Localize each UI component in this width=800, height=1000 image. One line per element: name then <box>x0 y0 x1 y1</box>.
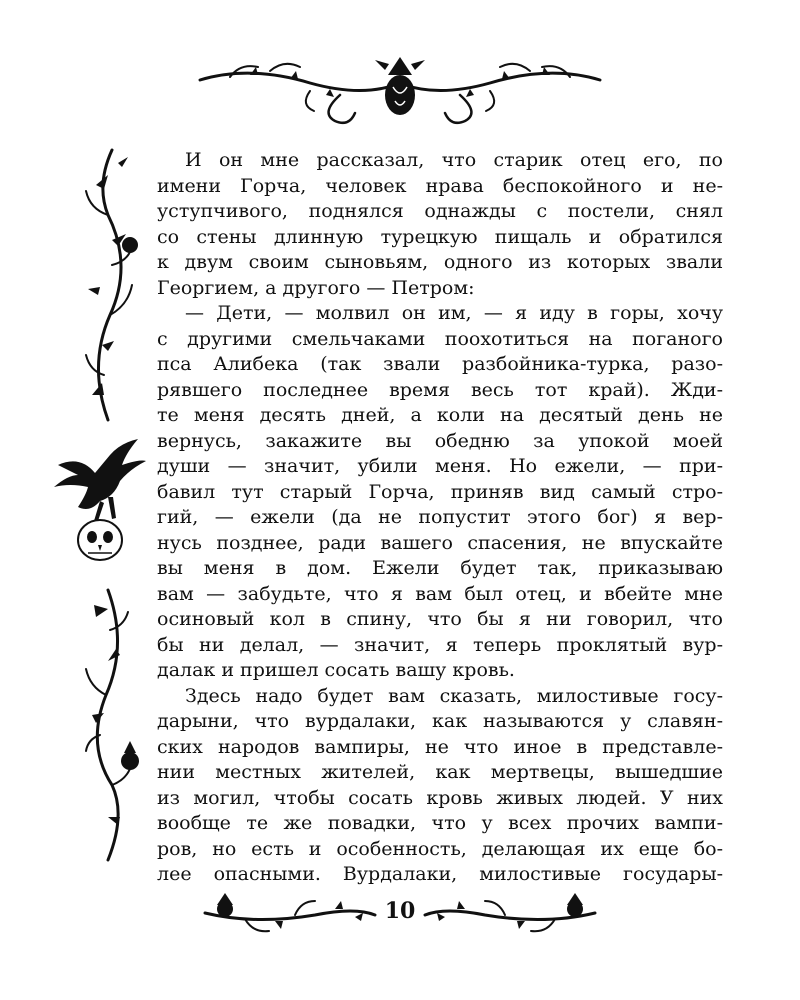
text-line: нии местных жителей, как мертвецы, вышедшие <box>157 761 723 783</box>
text-line: осиновый кол в спину, что бы я ни говорил, что <box>157 608 723 630</box>
text-line: И он мне рассказал, что старик отец его, по <box>185 149 723 171</box>
text-line: далак и пришел сосать вашу кровь. <box>157 659 515 681</box>
text-line: с другими смельчаками поохотиться на поганого <box>157 327 723 350</box>
text-line: пса Алибека (так звали разбойника-турка, разо- <box>157 353 723 375</box>
raven-on-skull-icon <box>50 435 150 575</box>
text-line: бавил тут старый Горча, приняв вид самый стро- <box>157 480 723 503</box>
text-line: лее опасными. Вурдалаки, милостивые государы- <box>157 863 723 885</box>
text-line: к двум своим сыновьям, одного из которых звали <box>157 251 723 273</box>
text-line: гий, — ежели (да не попустит этого бог) я вер- <box>157 506 723 528</box>
text-line: со стены длинную турецкую пищаль и обратился <box>157 225 723 248</box>
text-line: ров, но есть и особенность, делающая их еще бо- <box>157 837 723 860</box>
page-number: 10 <box>384 898 416 924</box>
thistle-vine-icon <box>78 585 148 865</box>
top-thistle-ornament-icon <box>190 55 610 125</box>
text-line: ских народов вампиры, не что иное в представле- <box>157 735 723 758</box>
text-line: вы меня в дом. Ежели будет так, приказываю <box>157 557 723 579</box>
text-line: — Дети, — молвил он им, — я иду в горы, хочу <box>185 302 723 324</box>
text-line: из могил, чтобы сосать кровь живых людей. У них <box>157 786 723 809</box>
thorny-vine-icon <box>78 145 148 425</box>
text-line: бы ни делал, — значит, я теперь проклятый вур- <box>157 633 723 656</box>
text-line: Георгием, а другого — Петром: <box>157 276 475 299</box>
page-body-text <box>157 148 723 888</box>
text-line: нусь позднее, ради вашего спасения, не впускайте <box>157 531 723 554</box>
text-line: души — значит, убили меня. Но ежели, — при- <box>157 455 723 477</box>
text-line: имени Горча, человек нрава беспокойного и не- <box>157 174 723 197</box>
text-line: уступчивого, поднялся однажды с постели, снял <box>157 200 723 222</box>
text-line: те меня десять дней, а коли на десятый день не <box>157 404 723 426</box>
text-line: рявшего последнее время весь тот край). Жди- <box>157 378 723 401</box>
text-line: вернусь, закажите вы обедню за упокой моей <box>157 429 723 452</box>
text-line: вообще те же повадки, что у всех прочих вампи- <box>157 812 723 834</box>
text-line: дарыни, что вурдалаки, как называются у славян- <box>157 710 723 732</box>
text-line: Здесь надо будет вам сказать, милостивые госу- <box>185 684 723 707</box>
text-line: вам — забудьте, что я вам был отец, и вбейте мне <box>157 582 723 605</box>
